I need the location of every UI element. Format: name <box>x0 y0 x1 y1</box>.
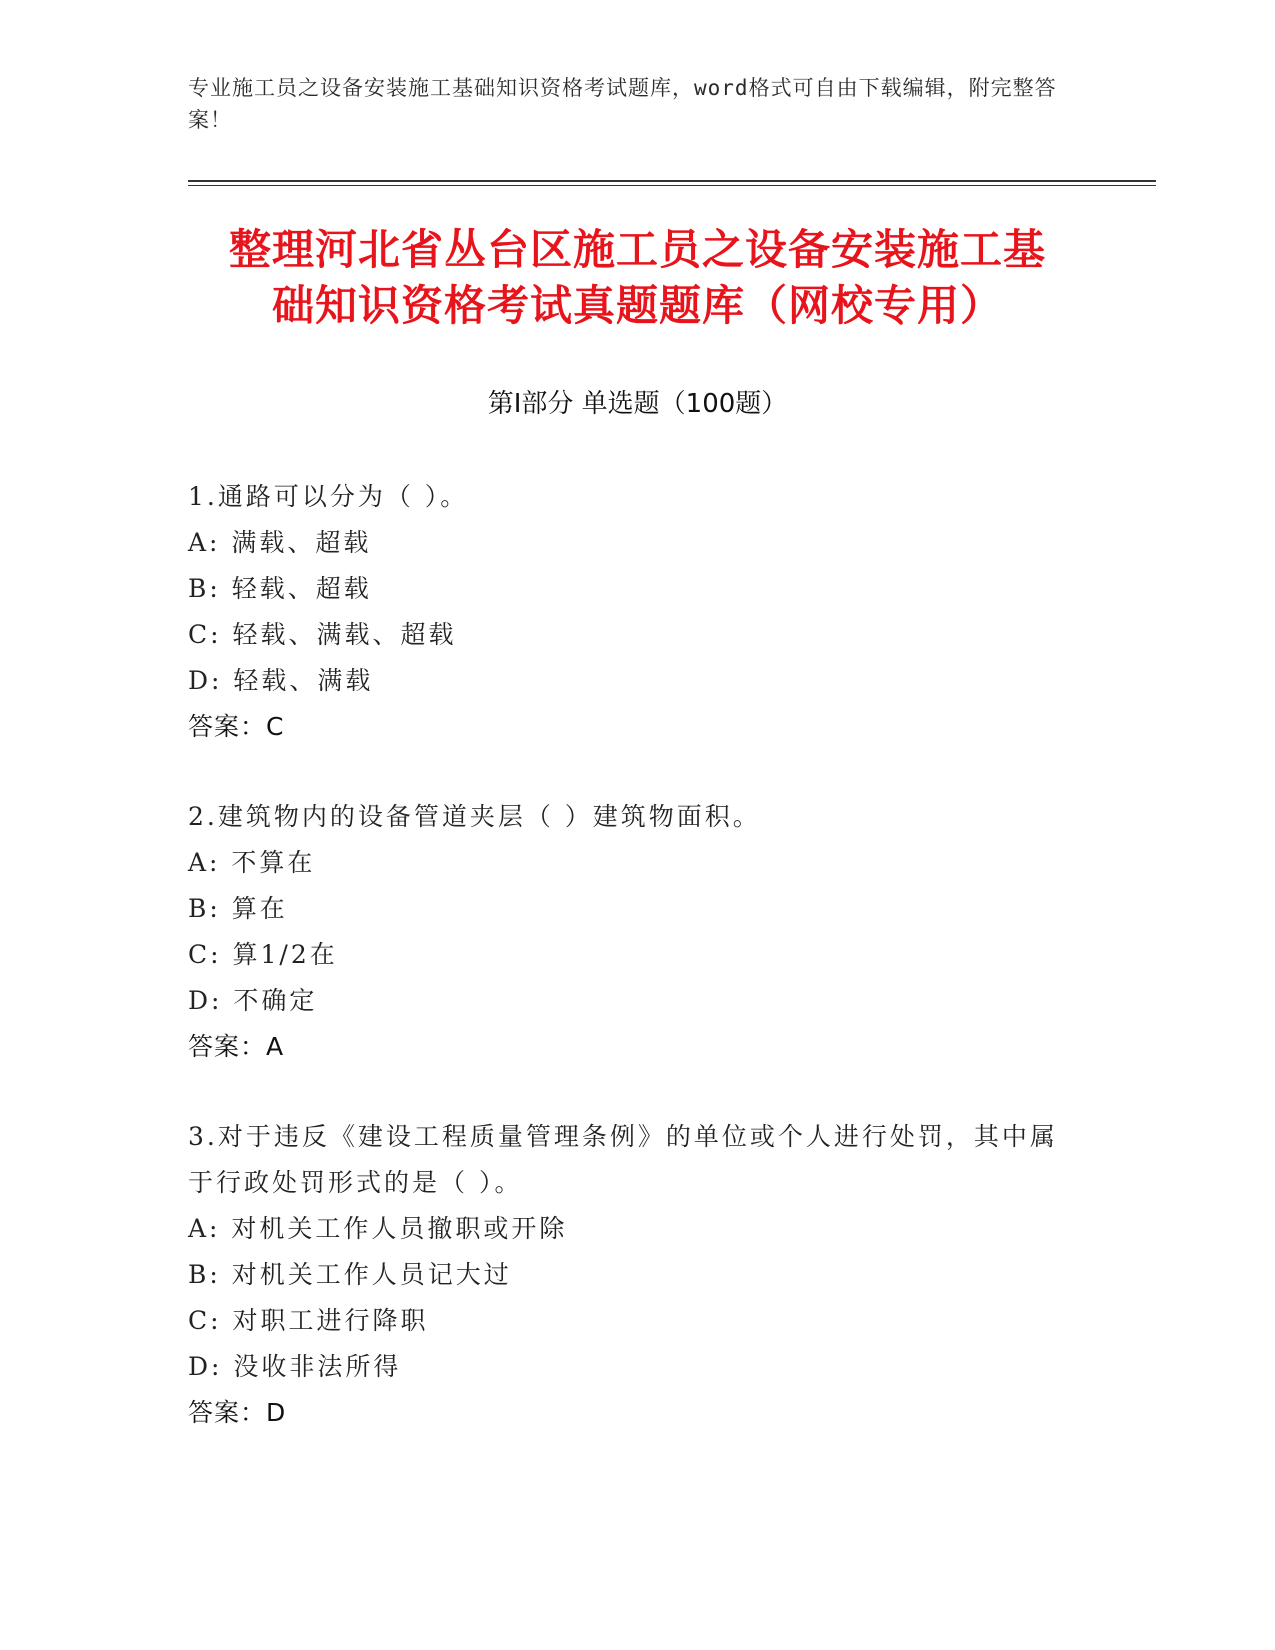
answer-label: 答案：A <box>188 1032 285 1061</box>
document-title-line-1: 整理河北省丛台区施工员之设备安装施工基 <box>228 225 1046 274</box>
question-stem: 3.对于违反《建设工程质量管理条例》的单位或个人进行处罚，其中属于行政处罚形式的是（ ）。 <box>188 1122 1058 1197</box>
header-divider-thick <box>188 180 1156 182</box>
option-a: A: 不算在 <box>188 848 316 877</box>
section-heading: 第Ⅰ部分 单选题（100题） <box>487 389 788 419</box>
question-stem: 1.通路可以分为（ ）。 <box>188 482 469 511</box>
option-c: C: 轻载、满载、超载 <box>188 620 457 649</box>
answer-label: 答案：C <box>188 712 285 741</box>
option-a: A: 满载、超载 <box>188 528 372 557</box>
option-b: B: 算在 <box>188 894 288 923</box>
answer-label: 答案：D <box>188 1398 287 1427</box>
question-list <box>188 474 1088 1480</box>
header-divider-thin <box>188 185 1156 186</box>
option-c: C: 算1/2在 <box>188 940 338 969</box>
header-note: 专业施工员之设备安装施工基础知识资格考试题库，word格式可自由下载编辑，附完整答案！ <box>188 76 1057 132</box>
option-d: D: 没收非法所得 <box>188 1352 402 1381</box>
document-title <box>150 222 1125 334</box>
option-d: D: 轻载、满载 <box>188 666 374 695</box>
question-3 <box>188 1114 1088 1436</box>
question-stem: 2.建筑物内的设备管道夹层（ ）建筑物面积。 <box>188 802 761 831</box>
option-b: B: 轻载、超载 <box>188 574 372 603</box>
question-1 <box>188 474 1088 750</box>
document-title-line-2: 础知识资格考试真题题库（网校专用） <box>271 281 1003 330</box>
option-c: C: 对职工进行降职 <box>188 1306 429 1335</box>
question-2 <box>188 794 1088 1070</box>
option-a: A: 对机关工作人员撤职或开除 <box>188 1214 568 1243</box>
option-d: D: 不确定 <box>188 986 318 1015</box>
option-b: B: 对机关工作人员记大过 <box>188 1260 512 1289</box>
